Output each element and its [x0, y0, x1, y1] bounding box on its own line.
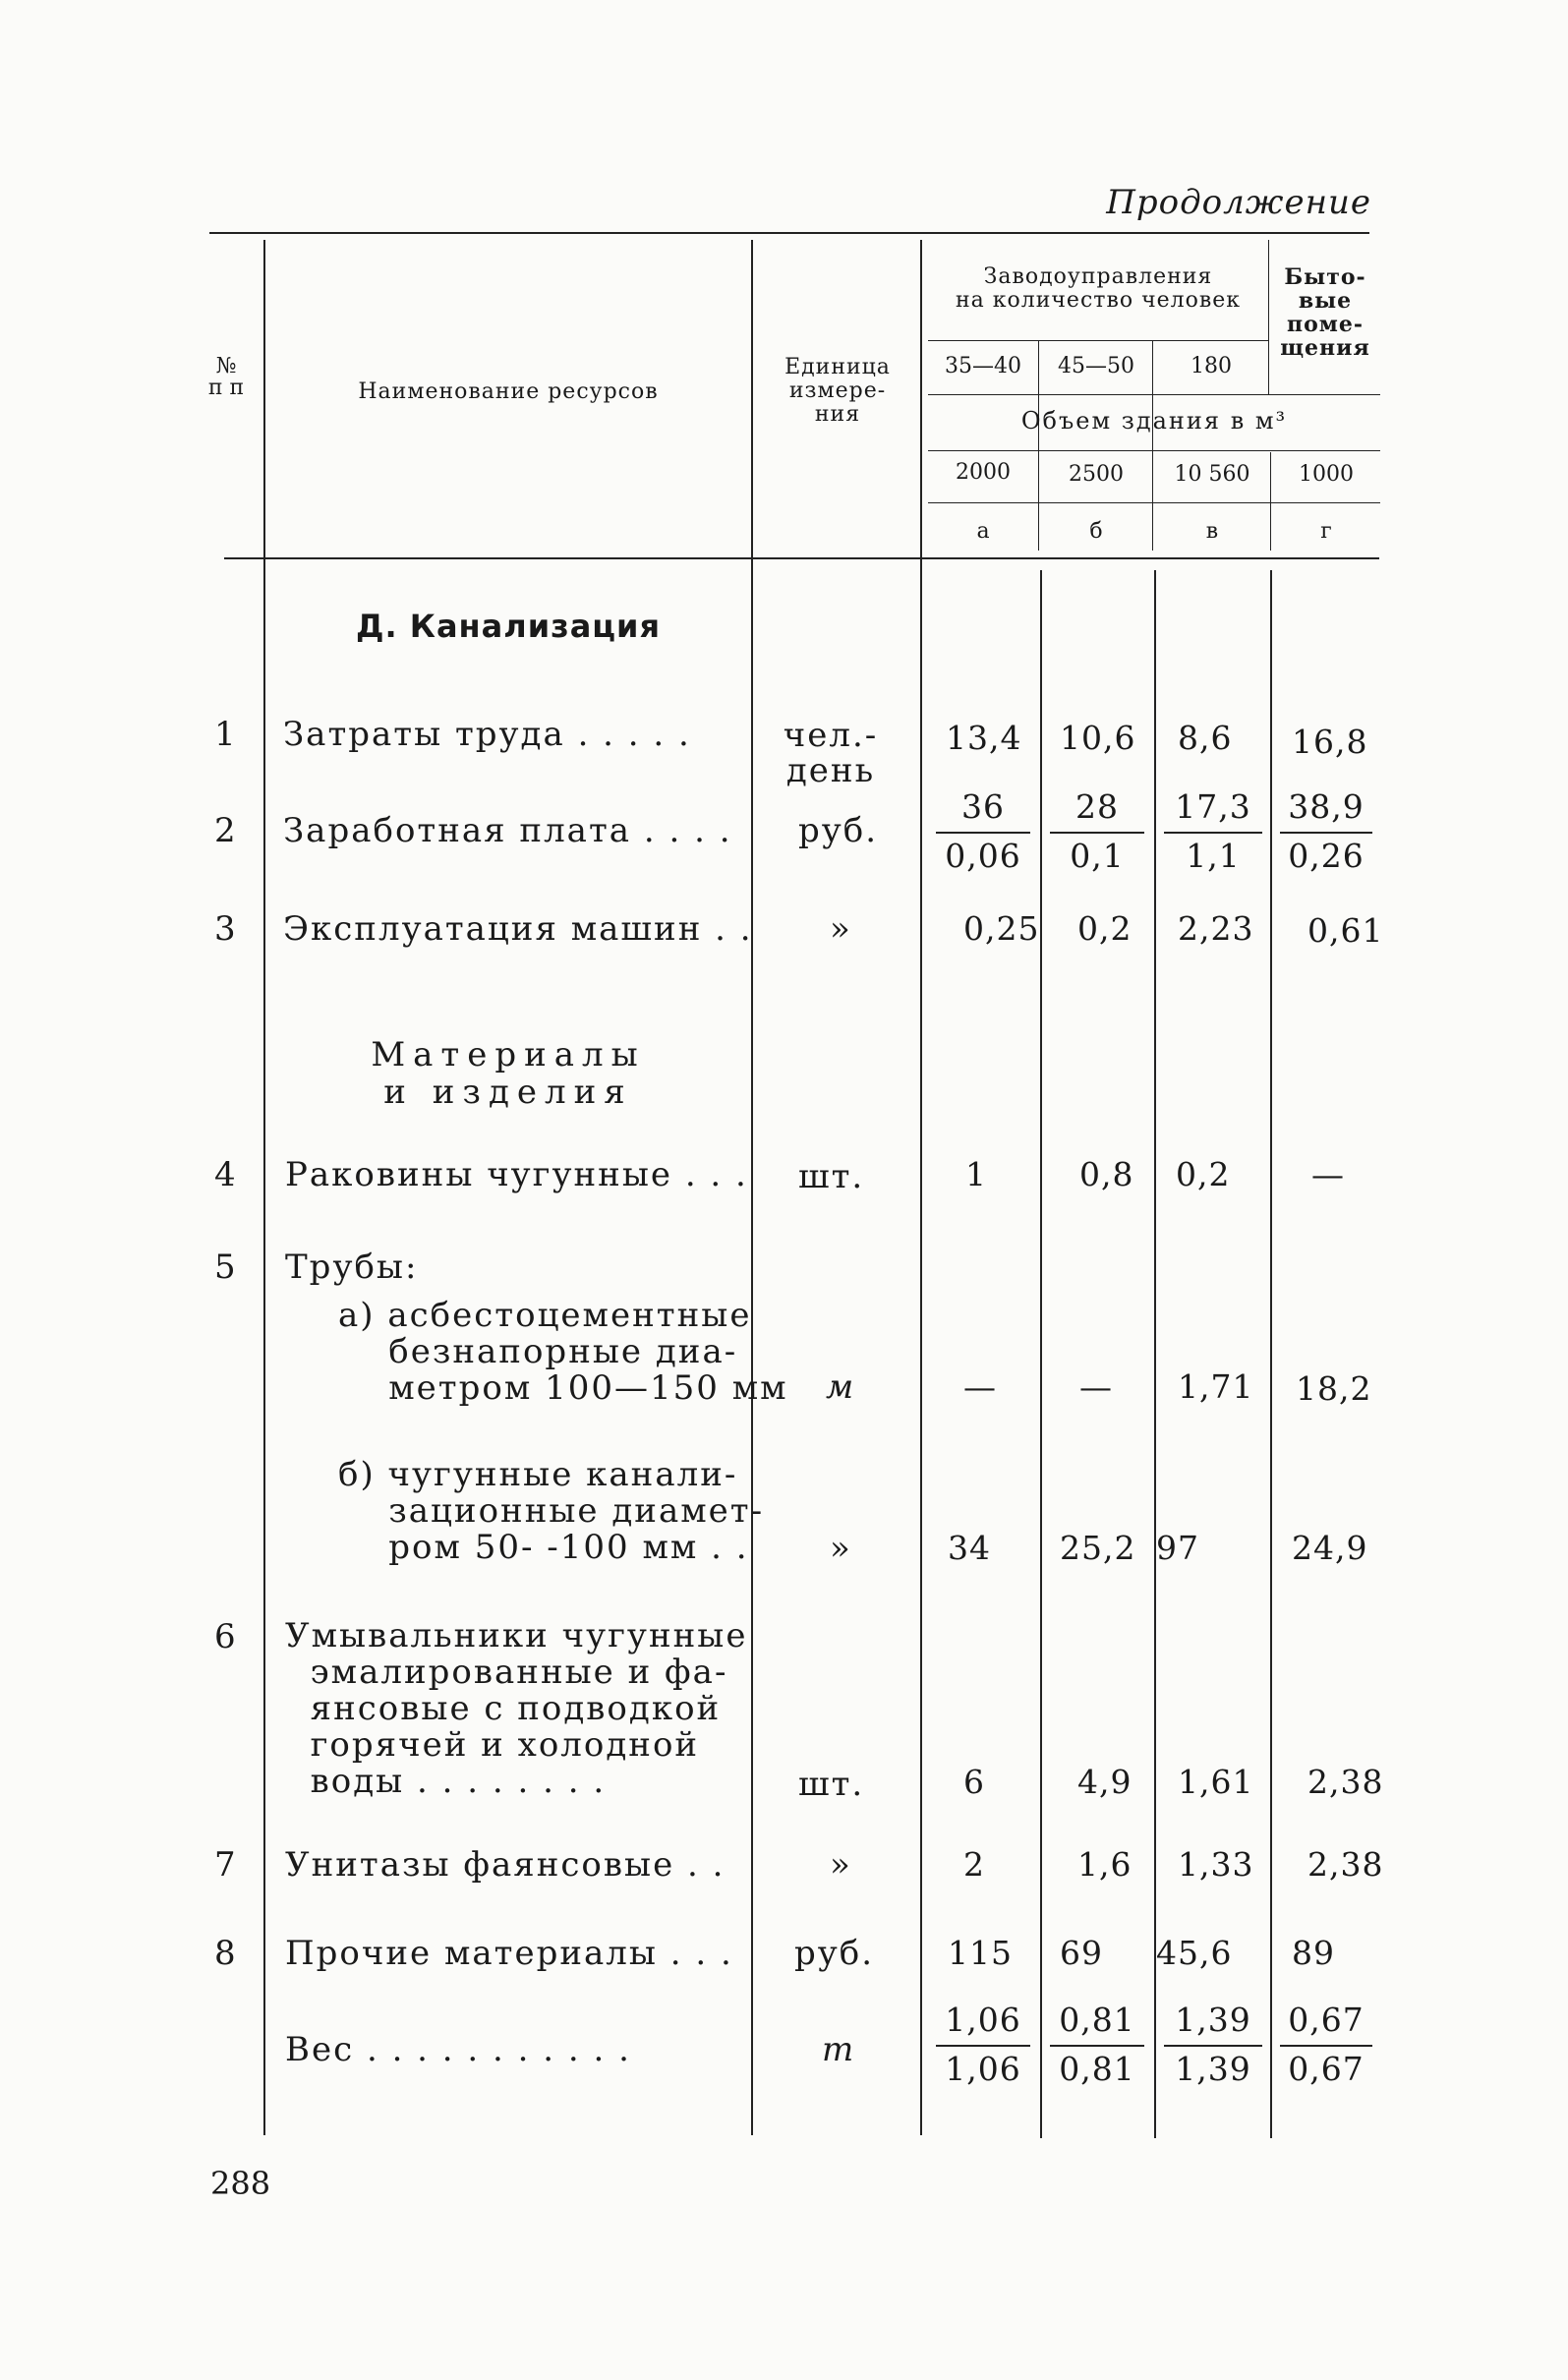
row-1-num: 1	[214, 715, 238, 754]
row-5b-name: б) чугунные канали- зационные диамет- ром 50- -100 мм . .	[338, 1455, 765, 1567]
row-5a-unit: м	[826, 1367, 856, 1407]
row-9-a	[928, 2002, 1038, 2088]
row-5b-a: 34	[948, 1529, 991, 1567]
row-6-num: 6	[214, 1617, 238, 1656]
row-3-a: 0,25	[963, 909, 1040, 948]
row-5-name: Трубы:	[285, 1248, 419, 1287]
row-7-num: 7	[214, 1845, 238, 1885]
header-name: Наименование ресурсов	[358, 379, 659, 404]
row-5a-g: 18,2	[1296, 1369, 1372, 1408]
row-3-num: 3	[214, 909, 238, 949]
row-9-unit: т	[822, 2030, 856, 2069]
header-rule-group	[928, 340, 1268, 341]
row-2-g	[1272, 788, 1380, 875]
row-2-unit: руб.	[798, 811, 879, 850]
col-rule-unit	[920, 240, 922, 2135]
row-2-g-bottom: 0,26	[1288, 837, 1365, 875]
row-8-unit: руб.	[794, 1934, 875, 1973]
header-people-3: 180	[1191, 354, 1232, 378]
row-6-b: 4,9	[1077, 1763, 1132, 1801]
row-3-g: 0,61	[1307, 911, 1384, 950]
row-1-v: 8,6	[1178, 719, 1233, 757]
row-9-v-top: 1,39	[1175, 2001, 1251, 2039]
row-9-a-bottom: 1,06	[945, 2050, 1021, 2088]
row-2-v-bottom: 1,1	[1186, 837, 1241, 875]
row-5a-name: а) асбестоцементные безнапорные диа- метром 100—150 мм	[338, 1296, 788, 1408]
row-7-a: 2	[963, 1845, 985, 1884]
row-6-unit: шт.	[798, 1765, 865, 1804]
row-7-unit: »	[830, 1845, 852, 1885]
row-2-a	[928, 788, 1038, 875]
row-6-v: 1,61	[1178, 1763, 1254, 1801]
row-5a-a: —	[963, 1367, 997, 1406]
row-3-v: 2,23	[1178, 909, 1254, 948]
col-rule-b-header	[1152, 340, 1153, 551]
row-6-name: Умывальники чугунные эмалированные и фа- янсовые с подводкой горячей и холодной воды . . . . . . . .	[285, 1616, 748, 1801]
row-9-b-bottom: 0,81	[1059, 2050, 1135, 2088]
row-4-unit: шт.	[798, 1157, 865, 1196]
row-9-v-bottom: 1,39	[1175, 2050, 1251, 2088]
row-2-num: 2	[214, 811, 238, 850]
col-rule-name	[751, 240, 753, 2135]
header-volume-4: 1000	[1299, 462, 1354, 487]
row-7-v: 1,33	[1178, 1845, 1254, 1884]
header-rule-volumes	[928, 502, 1380, 503]
row-2-b	[1042, 788, 1152, 875]
row-2-name: Заработная плата . . . .	[283, 811, 732, 850]
header-letter-a: а	[976, 519, 990, 544]
row-1-b: 10,6	[1060, 719, 1136, 757]
header-group: Заводоуправления на количество человек	[955, 264, 1242, 313]
header-unit: Единица измере- ния	[784, 355, 891, 427]
row-5b-unit: »	[830, 1529, 852, 1568]
row-2-a-bottom: 0,06	[945, 837, 1021, 875]
row-2-b-bottom: 0,1	[1070, 837, 1125, 875]
row-8-g: 89	[1292, 1934, 1335, 1972]
header-rule-people	[928, 394, 1380, 395]
row-9-a-top: 1,06	[945, 2001, 1021, 2039]
header-people-1: 35—40	[945, 354, 1021, 378]
row-7-g: 2,38	[1307, 1845, 1384, 1884]
header-volume-1: 2000	[956, 460, 1011, 485]
header-top-rule	[209, 232, 1369, 234]
row-2-v-top: 17,3	[1175, 787, 1251, 826]
row-1-unit: чел.- день	[783, 716, 879, 790]
row-9-v	[1156, 2002, 1270, 2088]
col-rule-v-header	[1270, 452, 1271, 551]
col-rule-household-header	[1268, 240, 1269, 395]
section-title: Д. Канализация	[356, 608, 661, 645]
row-2-b-top: 28	[1075, 787, 1119, 826]
header-people-2: 45—50	[1058, 354, 1134, 378]
row-9-g	[1272, 2002, 1380, 2088]
row-5b-v: 97	[1156, 1529, 1199, 1567]
row-4-num: 4	[214, 1155, 238, 1194]
row-4-a: 1	[965, 1155, 987, 1193]
row-4-b: 0,8	[1079, 1155, 1134, 1193]
row-5b-b: 25,2	[1060, 1529, 1136, 1567]
row-1-g: 16,8	[1292, 723, 1368, 761]
row-9-g-bottom: 0,67	[1288, 2050, 1365, 2088]
row-5b-g: 24,9	[1292, 1529, 1368, 1567]
header-letter-b: б	[1089, 519, 1103, 544]
row-5a-v: 1,71	[1178, 1367, 1254, 1406]
header-rule-volume	[928, 450, 1380, 451]
col-rule-a-header	[1038, 340, 1039, 551]
row-8-b: 69	[1060, 1934, 1103, 1972]
row-4-v: 0,2	[1176, 1155, 1231, 1193]
row-8-name: Прочие материалы . . .	[285, 1934, 733, 1973]
header-letter-g: г	[1320, 519, 1332, 544]
row-8-v: 45,6	[1156, 1934, 1233, 1972]
row-6-g: 2,38	[1307, 1763, 1384, 1801]
row-9-b	[1042, 2002, 1152, 2088]
row-7-b: 1,6	[1077, 1845, 1132, 1884]
row-3-name: Эксплуатация машин . .	[283, 909, 753, 949]
header-bottom-rule	[224, 557, 1379, 559]
row-1-a: 13,4	[946, 719, 1022, 757]
col-rule-num	[263, 240, 265, 2135]
row-6-a: 6	[963, 1763, 985, 1801]
row-4-g: —	[1311, 1155, 1345, 1193]
row-7-name: Унитазы фаянсовые . .	[285, 1845, 726, 1885]
row-3-b: 0,2	[1077, 909, 1132, 948]
row-3-unit: »	[830, 909, 852, 949]
header-volume-2: 2500	[1069, 462, 1124, 487]
row-9-name: Вес . . . . . . . . . . .	[285, 2030, 631, 2069]
row-5-num: 5	[214, 1248, 238, 1287]
subsection-title: Материалы и изделия	[371, 1035, 646, 1112]
header-volume-label: Объем здания в м³	[1020, 407, 1288, 435]
row-8-a: 115	[948, 1934, 1013, 1972]
header-num: № п п	[207, 354, 245, 400]
row-4-name: Раковины чугунные . . .	[285, 1155, 748, 1194]
row-5a-b: —	[1079, 1367, 1113, 1406]
row-9-g-top: 0,67	[1288, 2001, 1365, 2039]
row-8-num: 8	[214, 1934, 238, 1973]
header-volume-3: 10 560	[1174, 462, 1250, 487]
row-9-b-top: 0,81	[1059, 2001, 1135, 2039]
header-household: Быто- вые поме- щения	[1280, 264, 1370, 361]
row-1-name: Затраты труда . . . . .	[283, 715, 691, 754]
continuation-label: Продолжение	[1106, 183, 1371, 222]
row-2-v	[1156, 788, 1270, 875]
page-number: 288	[210, 2165, 271, 2202]
row-2-a-top: 36	[961, 787, 1005, 826]
row-2-g-top: 38,9	[1288, 787, 1365, 826]
header-letter-v: в	[1205, 519, 1219, 544]
